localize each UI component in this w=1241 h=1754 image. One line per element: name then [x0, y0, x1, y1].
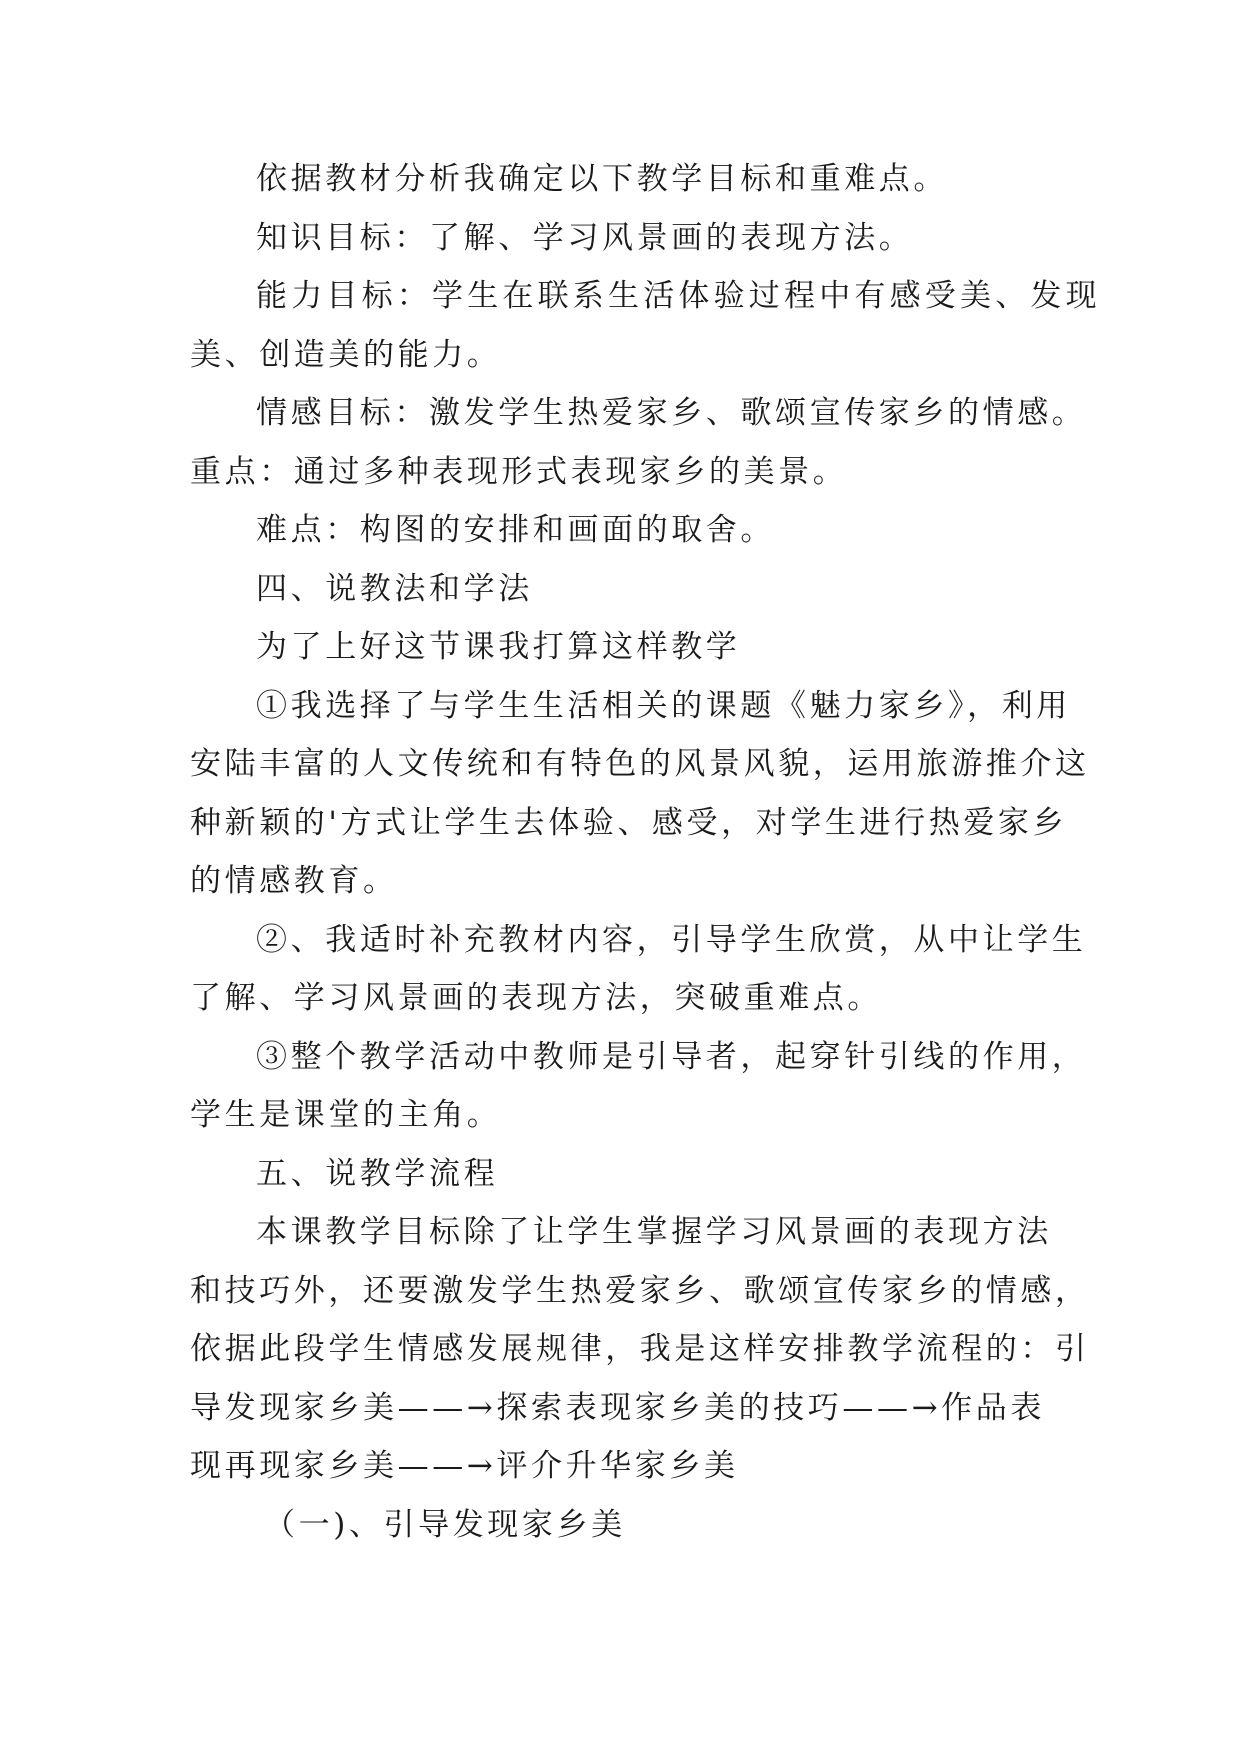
paragraph-line: ③整个教学活动中教师是引导者，起穿针引线的作用，	[256, 1038, 1087, 1075]
paragraph-line: ①我选择了与学生生活相关的课题《魅力家乡》，利用	[256, 687, 1071, 724]
paragraph-line: 知识目标：了解、学习风景画的表现方法。	[256, 219, 914, 256]
paragraph-line: 安陆丰富的人文传统和有特色的风景风貌，运用旅游推介这	[190, 746, 1090, 782]
paragraph-line: 难点：构图的安排和画面的取舍。	[256, 512, 775, 548]
paragraph-line: 美、创造美的能力。	[190, 336, 502, 373]
paragraph-line: 导发现家乡美——→探索表现家乡美的技巧——→作品表	[190, 1389, 1045, 1426]
paragraph-line: 的情感教育。	[190, 863, 398, 899]
document-body	[190, 150, 1101, 1554]
paragraph-line: 种新颖的'方式让学生去体验、感受，对学生进行热爱家乡	[190, 804, 1068, 841]
paragraph-line: 情感目标：激发学生热爱家乡、歌颂宣传家乡的情感。	[256, 395, 1087, 431]
paragraph-line: 了解、学习风景画的表现方法，突破重难点。	[190, 980, 882, 1016]
paragraph-line: 能力目标：学生在联系生活体验过程中有感受美、发现	[256, 278, 1101, 314]
section-heading: 四、说教法和学法	[256, 570, 533, 607]
paragraph-line: 学生是课堂的主角。	[190, 1097, 502, 1133]
paragraph-line: 本课教学目标除了让学生掌握学习风景画的表现方法	[256, 1214, 1052, 1250]
paragraph-line: 依据教材分析我确定以下教学目标和重难点。	[256, 161, 948, 197]
paragraph-line: 和技巧外，还要激发学生热爱家乡、歌颂宣传家乡的情感，	[190, 1272, 1090, 1309]
paragraph-line: 现再现家乡美——→评介升华家乡美	[190, 1448, 739, 1484]
paragraph-line: ②、我适时补充教材内容，引导学生欣赏，从中让学生	[256, 921, 1087, 958]
paragraph-line: 为了上好这节课我打算这样教学	[256, 629, 741, 665]
section-heading: 五、说教学流程	[256, 1155, 499, 1192]
subsection-heading: （一)、引导发现家乡美	[264, 1506, 626, 1543]
paragraph-line: 依据此段学生情感发展规律，我是这样安排教学流程的：引	[190, 1331, 1090, 1367]
paragraph-line: 重点：通过多种表现形式表现家乡的美景。	[190, 453, 848, 490]
